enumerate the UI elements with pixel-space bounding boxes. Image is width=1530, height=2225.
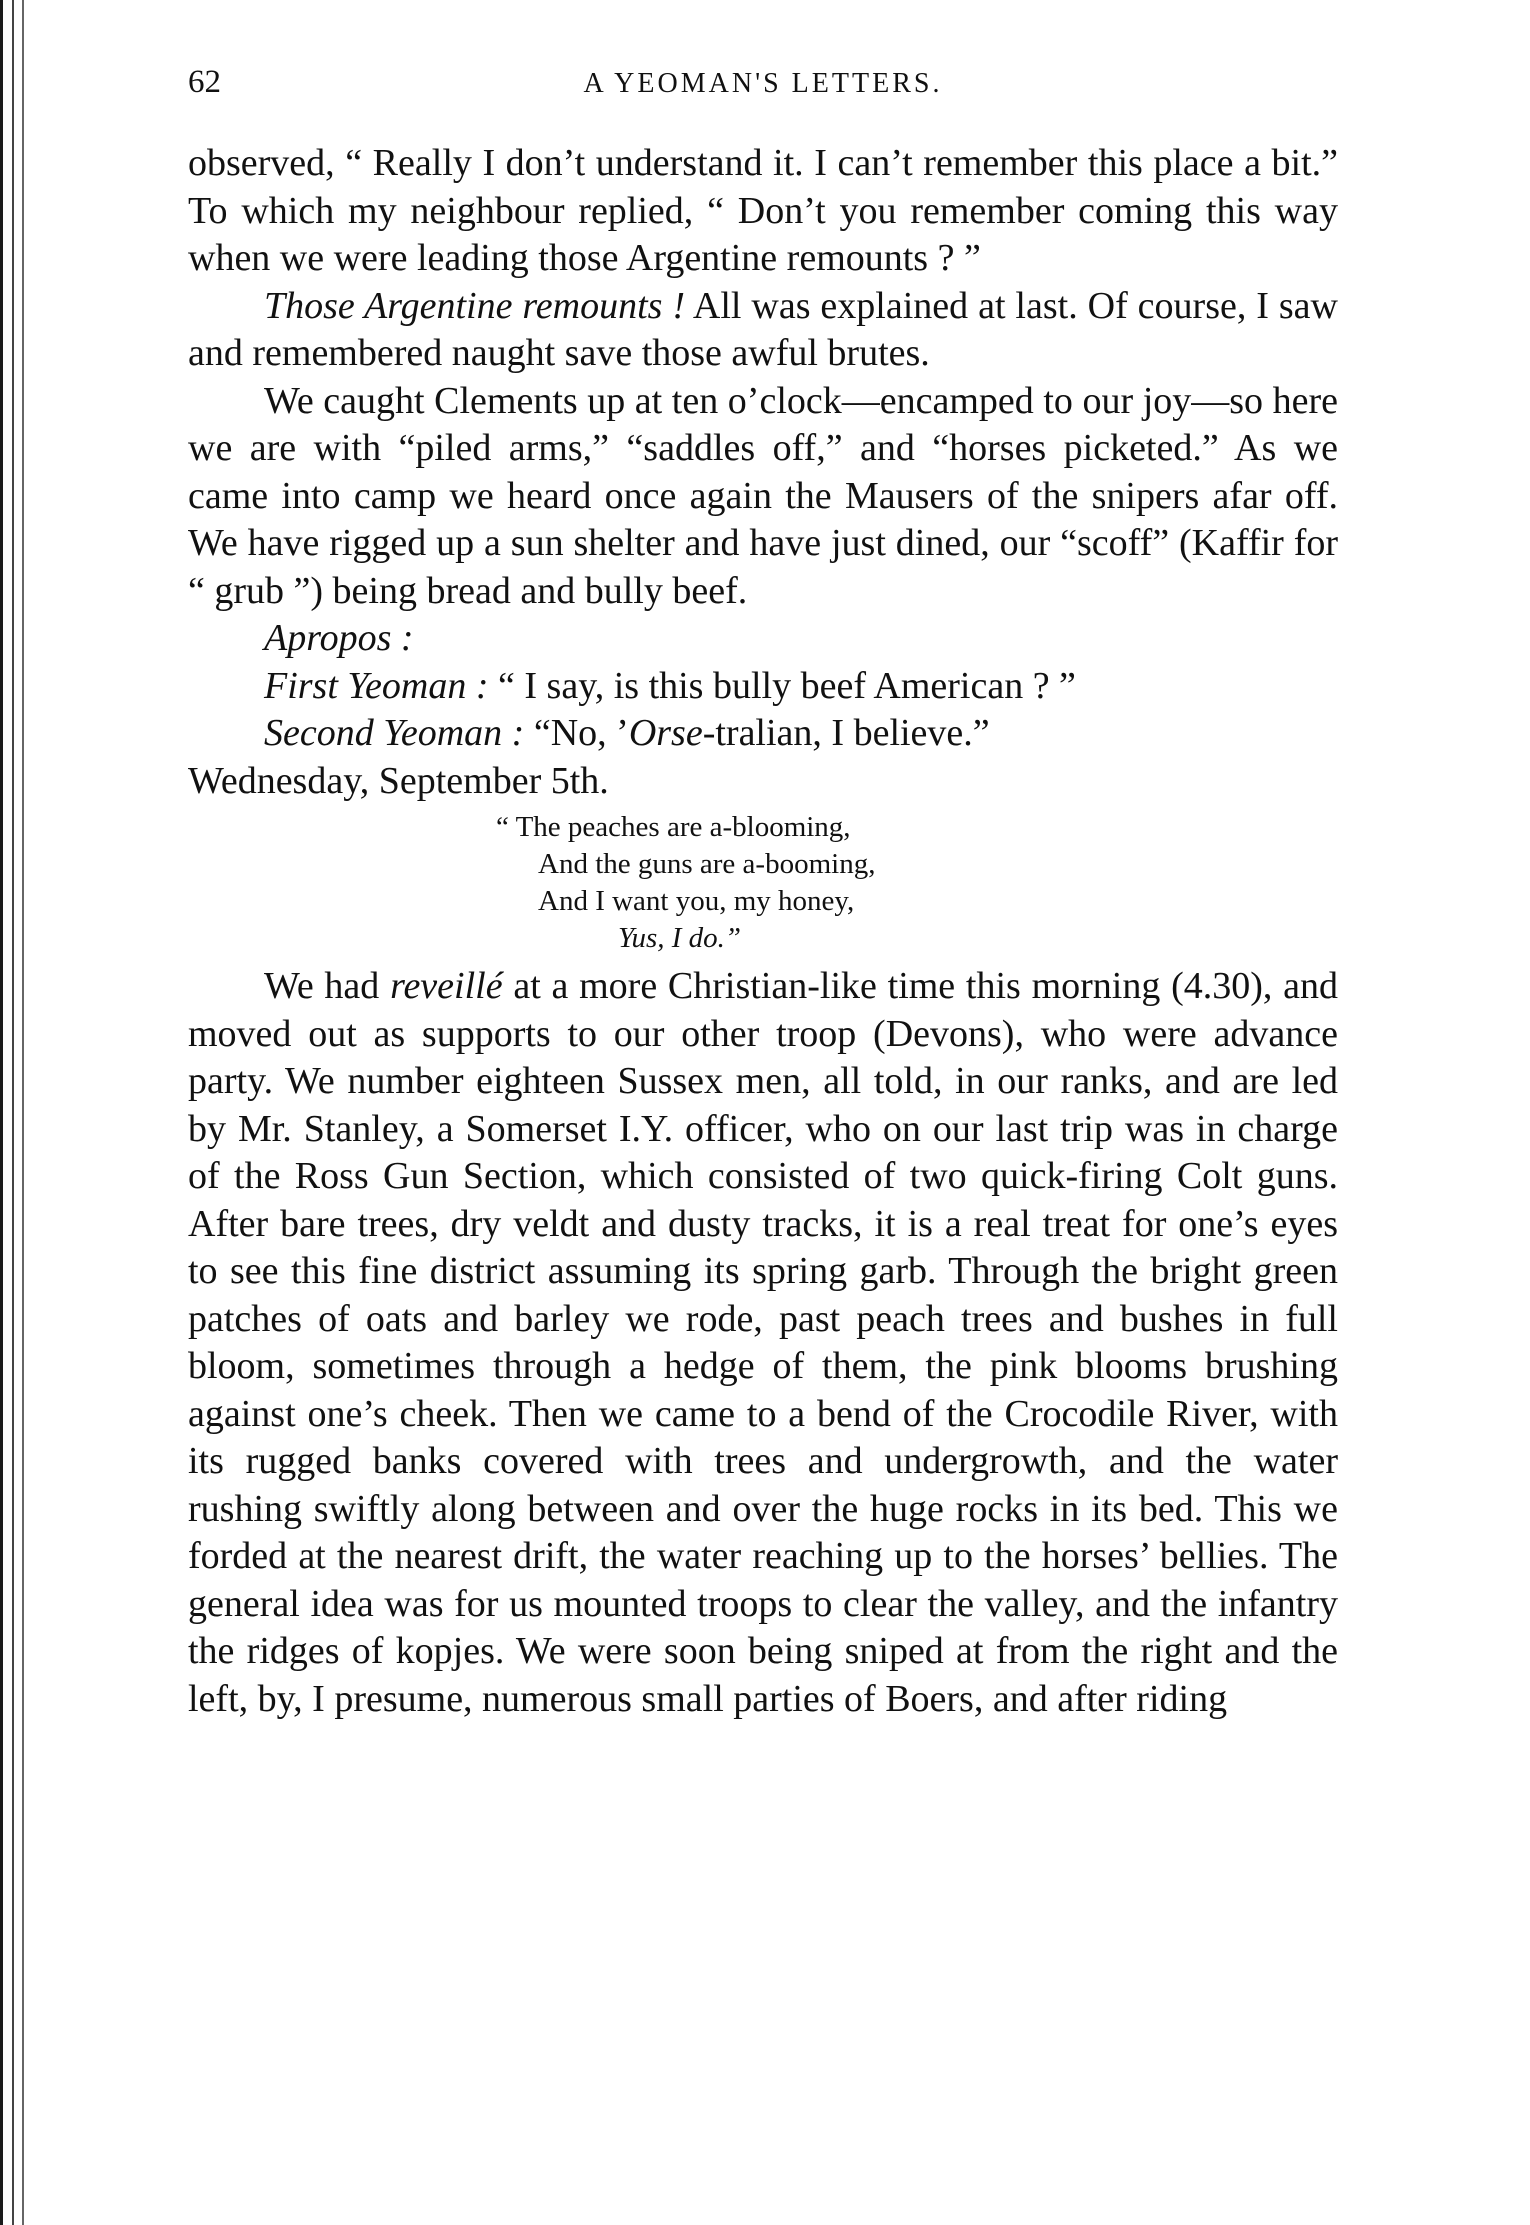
dialogue-apropos	[264, 615, 1338, 663]
paragraph-4	[188, 963, 1338, 1723]
paragraph-3: We caught Clements up at ten o’clock—encamped to our joy—so here we are with “piled arms,” “saddles off,” and “horses picketed.” As we came into camp we heard once again the Mausers of the snipers afar off. We have rigged up a sun shelter and have just dined, our “scoff” (Kaffir for “ grub ”) being bread and bully beef.	[188, 379, 1338, 612]
paragraph-2	[188, 283, 1338, 378]
speaker-1: First Yeoman :	[264, 664, 489, 707]
paragraph-4-start: We had	[264, 965, 391, 1007]
page-number: 62	[188, 64, 221, 100]
page-body	[188, 140, 1338, 1723]
book-spine-edge	[0, 0, 14, 2225]
running-title: A YEOMAN'S LETTERS.	[583, 68, 943, 99]
dialogue-line-1	[264, 663, 1338, 711]
verse-block	[188, 809, 1338, 957]
book-spine-line	[22, 0, 24, 2225]
verse-line-1: “ The peaches are a-blooming,	[496, 811, 851, 843]
dialogue-line-2	[264, 710, 1338, 758]
date-heading: Wednesday, September 5th.	[188, 759, 609, 802]
speaker-2: Second Yeoman :	[264, 712, 525, 754]
paragraph-4-italic: reveillé	[390, 965, 503, 1007]
verse-line-3: And I want you, my honey,	[538, 885, 855, 917]
verse-line-4-text: Yus, I do.”	[618, 922, 742, 954]
dialogue-text-2-italic: Orse	[628, 712, 703, 754]
verse-line-2: And the guns are a-booming,	[538, 848, 876, 880]
dialogue-text-1: “ I say, is this bully beef American ? ”	[488, 664, 1076, 707]
paragraph-2-italic: Those Argentine remounts !	[264, 284, 686, 327]
apropos-label: Apropos :	[264, 617, 414, 659]
book-page	[188, 60, 1338, 1723]
dialogue-text-2a: “No, ’	[524, 712, 629, 754]
paragraph-1: observed, “ Really I don’t understand it. I can’t remember this place a bit.” To which my neighbour replied, “ Don’t you remember coming this way when we were leading those Argentine remounts ? ”	[188, 142, 1338, 279]
verse-line-4	[188, 920, 1338, 957]
page-header	[188, 60, 1338, 120]
paragraph-4-text: at a more Christian-like time this morning (4.30), and moved out as supports to our other troop (Devons), who were advance party. We number eighteen Sussex men, all told, in our ranks, and are led by Mr. Stanley, a Somerset I.Y. officer, who on our last trip was in charge of the Ross Gun Section, which consisted of two quick-firing Colt guns. After bare trees, dry veldt and dusty tracks, it is a real treat for one’s eyes to see this fine district assuming its spring garb. Through the bright green patches of oats and barley we rode, past peach trees and bushes in full bloom, sometimes through a hedge of them, the pink blooms brushing against one’s cheek. Then we came to a bend of the Crocodile River, with its rugged banks covered with trees and undergrowth, and the water rushing swiftly along between and over the huge rocks in its bed. This we forded at the nearest drift, the water reaching up to the horses’ bellies. The general idea was for us mounted troops to clear the valley, and the infantry the ridges of kopjes. We were soon being sniped at from the right and the left, by, I presume, numerous small parties of Boers, and after riding	[188, 965, 1339, 1720]
paragraph-2-text: All was explained at last. Of course, I saw and remembered naught save those awful brutes.	[188, 284, 1338, 374]
dialogue-text-2b: -tralian, I believe.”	[702, 712, 990, 754]
